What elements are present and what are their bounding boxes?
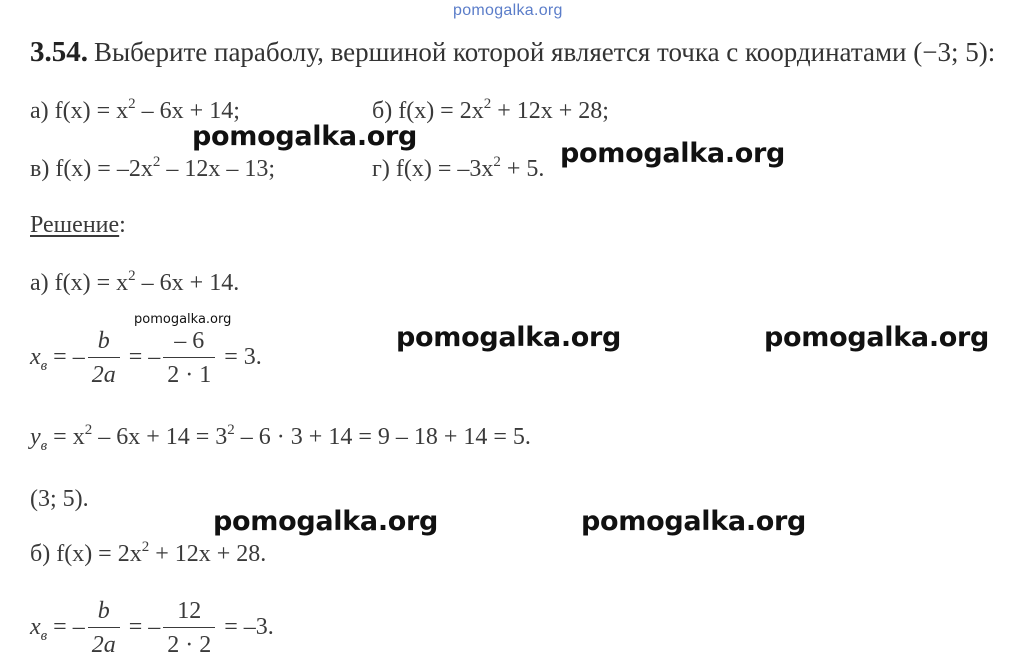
problem-statement bbox=[30, 36, 995, 69]
solution-b-xv: $x_в$ = – $\frac{b}{2a}$ = – $\frac{12}{2 \cdot 2}$ = –3. bbox=[30, 598, 274, 658]
option-b: б) $f(x) = 2x^2 + 12x + 28$; bbox=[372, 96, 609, 124]
watermark-6: pomogalka.org bbox=[581, 506, 807, 537]
watermark-5: pomogalka.org bbox=[213, 506, 439, 537]
problem-number: 3.54. bbox=[30, 36, 88, 68]
solution-a-yv: $y_в = x^2 - 6x + 14 = 3^2 - 6 \cdot 3 + 14 = 9 - 18 + 14 = 5$. bbox=[30, 422, 531, 454]
solution-a-answer: (3; 5). bbox=[30, 486, 89, 512]
solution-b-function: б) $f(x) = 2x^2 + 12x + 28$. bbox=[30, 539, 267, 567]
option-a: а) $f(x) = x^2 - 6x + 14$; bbox=[30, 96, 240, 124]
watermark-small: pomogalka.org bbox=[134, 312, 232, 327]
fraction-value: $\frac{- 6}{2 \cdot 1}$ bbox=[163, 328, 215, 389]
watermark-4: pomogalka.org bbox=[764, 322, 990, 353]
problem-text: Выберите параболу, вершиной которой является точка с координатами (−3; 5): bbox=[94, 37, 996, 67]
solution-a-function: а) $f(x) = x^2 - 6x + 14$. bbox=[30, 268, 240, 296]
fraction-b-over-2a: $\frac{b}{2a}$ bbox=[88, 328, 120, 389]
fraction-b-over-2a: $\frac{b}{2a}$ bbox=[88, 598, 120, 659]
solution-heading: Решение: bbox=[30, 212, 126, 238]
watermark-top: pomogalka.org bbox=[453, 2, 563, 19]
option-v: в) $f(x) = -2x^2 - 12x - 13$; bbox=[30, 154, 276, 182]
option-g: г) $f(x) = -3x^2 + 5$. bbox=[372, 154, 545, 182]
fraction-value: $\frac{12}{2 \cdot 2}$ bbox=[163, 598, 215, 659]
watermark-2: pomogalka.org bbox=[560, 138, 786, 169]
watermark-1: pomogalka.org bbox=[192, 121, 418, 152]
watermark-3: pomogalka.org bbox=[396, 322, 622, 353]
solution-a-xv: $x_в$ = – $\frac{b}{2a}$ = – $\frac{- 6}{2 \cdot 1}$ = 3. bbox=[30, 328, 262, 388]
